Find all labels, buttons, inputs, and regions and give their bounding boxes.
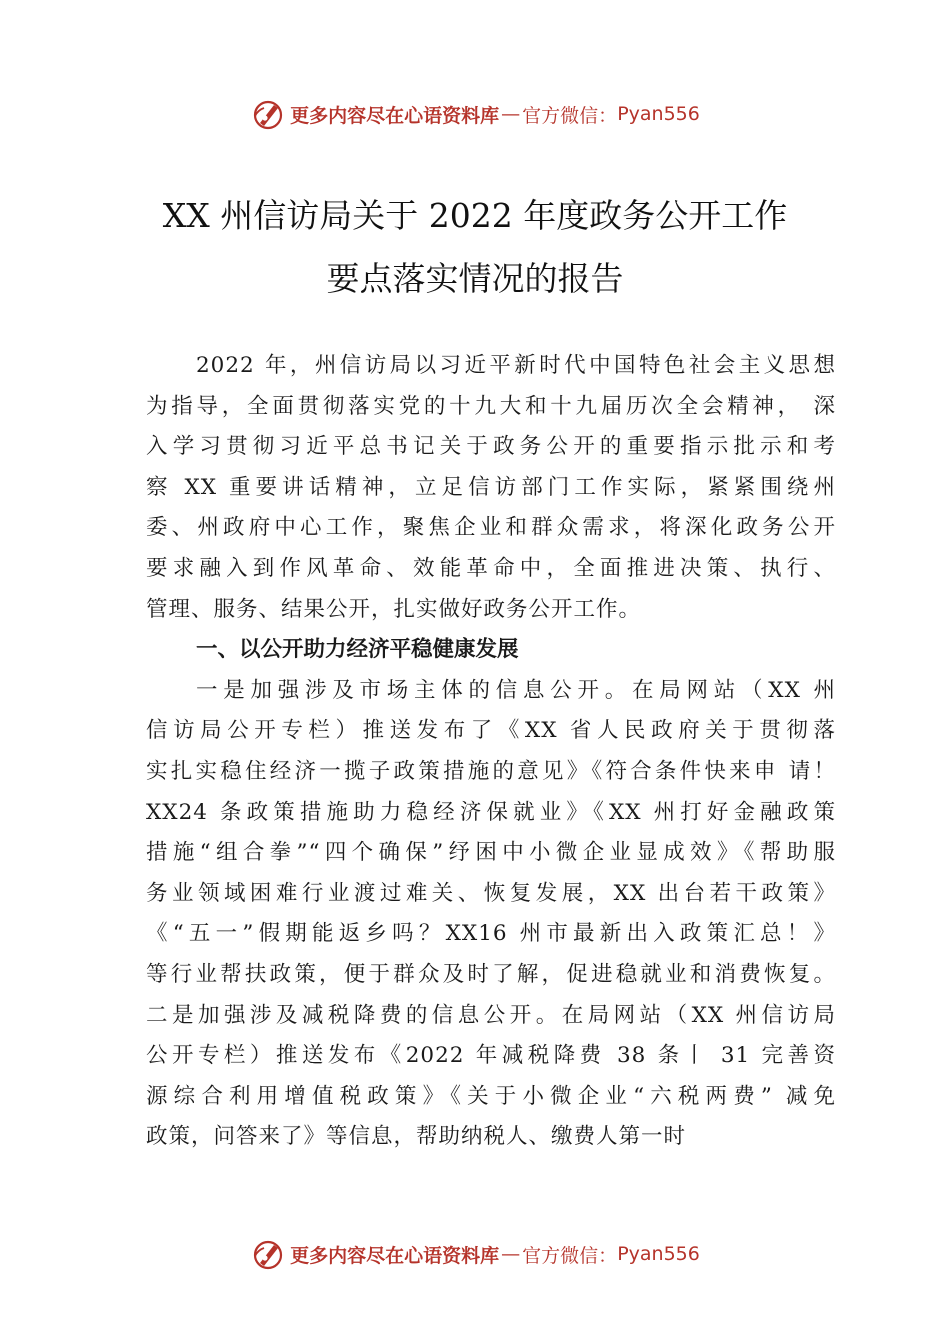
text-line: 《“五一”假期能返乡吗？XX16 州市最新出入政策汇总！》 [146, 921, 836, 947]
footer-watermark [0, 1234, 950, 1274]
intro-paragraph [146, 346, 836, 630]
text-line: 信访局公开专栏）推送发布了《XX 省人民政府关于贯彻落 [146, 718, 836, 744]
text-line: 实扎实稳住经济一揽子政策措施的意见》《符合条件快来申 请！ [146, 758, 836, 784]
watermark-label: 官方微信： [522, 1244, 618, 1267]
text-line: 管理、服务、结果公开，扎实做好政务公开工作。 [146, 596, 642, 622]
section-heading: 一、以公开助力经济平稳健康发展 [196, 637, 519, 663]
text-line: 察 XX 重要讲话精神，立足信访部门工作实际，紧紧围绕州 [146, 474, 836, 500]
watermark-separator: — [501, 1243, 521, 1265]
text-line: 措施“组合拳”“四个确保”纾困中小微企业显成效》《帮助服 [146, 840, 836, 866]
pen-nib-seal-icon [250, 96, 286, 132]
text-line: 政策，问答来了》等信息，帮助纳税人、缴费人第一时 [146, 1124, 687, 1150]
text-line: 要求融入到作风革命、效能革命中，全面推进决策、执行、 [146, 555, 836, 581]
header-watermark [0, 94, 950, 134]
watermark-account: Pyan556 [617, 1243, 700, 1265]
text-line: 源综合利用增值税政策》《关于小微企业“六税两费” 减免 [146, 1083, 836, 1109]
document-title [0, 184, 950, 310]
section-paragraph [146, 671, 836, 1158]
text-line: 入学习贯彻习近平总书记关于政务公开的重要指示批示和考 [146, 434, 836, 460]
watermark-separator: — [501, 103, 521, 125]
title-line-2: 要点落实情况的报告 [326, 259, 624, 298]
text-line: 为指导，全面贯彻落实党的十九大和十九届历次全会精神， 深 [146, 393, 836, 419]
watermark-brand: 更多内容尽在心语资料库 [290, 1244, 500, 1267]
pen-nib-seal-icon [250, 1236, 286, 1272]
watermark-account: Pyan556 [617, 103, 700, 125]
text-line: XX24 条政策措施助力稳经济保就业》《XX 州打好金融政策 [146, 799, 836, 825]
text-line: 2022 年，州信访局以习近平新时代中国特色社会主义思想 [196, 353, 836, 378]
document-body [146, 346, 836, 1158]
watermark-brand: 更多内容尽在心语资料库 [290, 104, 500, 127]
text-line: 等行业帮扶政策，便于群众及时了解，促进稳就业和消费恢复。 [146, 961, 836, 987]
title-line-1: XX 州信访局关于 2022 年度政务公开工作 [162, 196, 788, 235]
text-line: 委、州政府中心工作，聚焦企业和群众需求，将深化政务公开 [146, 515, 836, 541]
text-line: 二是加强涉及减税降费的信息公开。在局网站（XX 州信访局 [146, 1002, 836, 1028]
text-line: 一是加强涉及市场主体的信息公开。在局网站（XX 州 [196, 677, 836, 703]
watermark-label: 官方微信： [522, 104, 618, 127]
text-line: 务业领域困难行业渡过难关、恢复发展，XX 出台若干政策》 [146, 880, 836, 906]
text-line: 公开专栏）推送发布《2022 年减税降费 38 条丨 31 完善资 [146, 1043, 836, 1069]
